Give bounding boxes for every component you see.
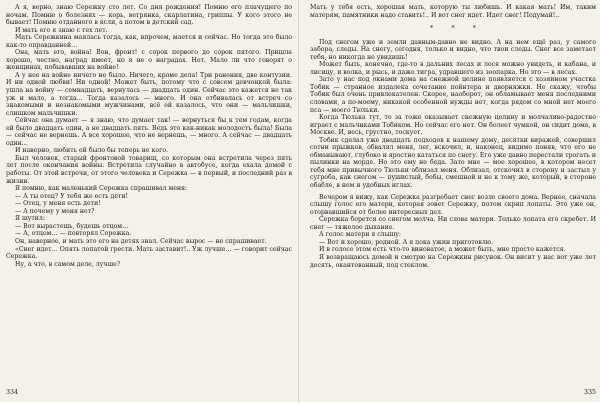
paragraph: И наверно, любить ей было бы теперь не кого. (15, 147, 169, 155)
paragraph: А у нее на войне ничего не было. Ничего, кроме дела! Три ранения, две контузии. И ни одной любви! Ни одной! Может быть, потому что с совсем девчонкой была: ушла на войну — семнадцать, вернулась — двадцать один. Сейчас это кажется не так уж и мало, а тогда… Тогда казалось — много. И она отбивалась от встреч со знакомыми и незнакомыми мужчинами, всё ей казалось, что они — мальчишки, слишком мальчишки. (6, 71, 292, 117)
paragraph: Он, наверное, и мать это его на детях знал. Сейчас вырос — не спрашивает. (15, 237, 267, 245)
left-page (6, 4, 292, 398)
page-gutter (298, 0, 299, 402)
paragraph: Может быть, конечно, где-то в дальних лесах и лося можно увидеть, и кабана, и лисицу, и волка, и рысь, и даже тигра, удравшего из зоопарка. Но это — в лесах. (310, 61, 596, 76)
dialogue-line: — А, отцом… — повторял Сережка. (15, 230, 132, 238)
paragraph: «Снег идет… Опять лопатой грести. Мать заставит!.. Уж лучше… — говорит сейчас Сережка. (6, 245, 292, 261)
right-page-text (310, 4, 596, 269)
paragraph: Я шутил: (15, 215, 45, 223)
dialogue-line: — Вот вырастешь, будешь отцом… (15, 222, 129, 230)
dialogue-line: — Вот и хорошо, родной. А я пока ужин приготовлю. (319, 238, 494, 246)
paragraph: Зато у нас под окнами дома на снежной целине появляется с хозяином участка Тобик — странное издалека сочетание пойнтера и дворняжки. Не скажу, чтобы Тобик был очень привлекателен. Скорее, наоборот, он обламывает меня последними словами, а по-моему, никакой особенной нужды нет, когда рядом со мной нет моего пса — моего Тюльки. (310, 76, 596, 114)
paragraph: Сережка борется со снегом молча. Ни слова матери. Только лопата его скребет. И снег — тяжелое дыхание. (310, 216, 596, 231)
dialogue-line: — Отец, у меня есть дети! (15, 200, 101, 208)
paragraph: Вечером я вижу, как Сережка разгребает снег возле своего дома. Вернее, сначала слышу голос его матери, которая зовет Сережку, потом скрип лопаты. Это уже он, оторвавшийся от более интересных дел. (310, 193, 596, 216)
paragraph: А я, верно, знаю Сережку сто лет. Со дня рождения! Помню его плачущего по ночам. Помню о болезнях — корь, ветрянка, скарлатина, гриппы. У кого этого не бывает! Помню отданного в ясли, а потом в детский сад. (6, 4, 292, 27)
paragraph: Сейчас она думает — я знаю, что думает так! — вернуться бы к тем годам, когда ей было двадцать один, а не двадцать пять. Ведь это как-никак молодость была! Была — сейчас не вернешь. А все хорошее, что не вернешь, — много. А сейчас — двадцать один… (6, 117, 292, 147)
paragraph: Мать Сережкина маялась тогда, как, впрочем, мается и сейчас. Но тогда это было как-то оправданней… (6, 34, 292, 49)
paragraph: Я помню, как маленький Сережка спрашивал меня: (15, 185, 188, 193)
paragraph: Был человек, старый фронтовой товарищ, со которым она встретила через пять лет после окончания войны. Встретила случайно в автобусе, когда ехала домой с работы. От этой встречи, от этого человека и Сережка — в первый, и последний раз в жизни. (6, 154, 292, 185)
paragraph: Ну, а что, в самом деле, лучше? (15, 260, 121, 268)
paragraph: И в голосе этом есть что-то виноватое, а может быть, мне просто кажется. (319, 246, 566, 254)
dialogue-line: — А ты отец? У тебя же есть дети! (15, 192, 129, 200)
left-page-text (6, 4, 292, 268)
page-number: 335 (583, 389, 596, 396)
page-number: 334 (6, 389, 19, 396)
right-page (310, 4, 596, 398)
paragraph: Тобик сделал уже двадцать подходов к нашему дому, десятки виражей, совершил сотни прыжков, обвалял меня, лег, вскочил, и, наконец, видимо поняв, что его не обманывают, глубоко и яростно кататься по снегу. Его уже давно перестали трогать и пылинки на морде. Но это ему не беда. Зато мне — мое хорошее, в котором несет тебя мне привычного Тюльки облизал меня. Облизал, отскочил в сторону и застыл у сугроба, как снегом — пушистый, бобы, смешной и не к тому же, который, в стороне обабле, в нем и удобных иглах. (310, 136, 596, 190)
paragraph: А голос матери я слышу: (319, 231, 402, 239)
paragraph: И мать его я знаю с тех лет. (15, 26, 108, 34)
dialogue-line: — А почему у меня нет? (15, 207, 95, 215)
paragraph: Я возвращаюсь домой и смотрю на Сережкин рисунок. Он висит у нас вот уже лет десять, окантованный, под стеклом. (310, 253, 596, 269)
section-separator: * * * (430, 24, 484, 33)
paragraph: Мать у тебя есть, хорошая мать, которую ты любишь. И какая мать! Им, таким матерям, памятники надо ставить!.. И вот снег идет. Идет снег! Подумай!.. (310, 4, 596, 19)
paragraph: Когда Тюлька тут, то за тоже оказывает снежную целину и молчаливо-радостно играет с мальчиками Тобиком. Но сейчас его нет. Он болеет чумкой, он сидит дома, в Москве. И, весь, грустно, тоскует. (310, 114, 596, 137)
paragraph: Она, мать его, война! Вон, фронт! с сорок первого до сорок пятого. Пришла хорошо, честно, наград имеет, но я не о наградах. Нет. Мало ли что говорят о женщинах, побывавших на войне! (6, 49, 292, 72)
paragraph: Под снегом уже и земли давным-давно не видно. А на нем ещё раз, у самого забора, следы. На снегу, сегодня, только и видно, что твои следы. Снег все заметает тебя, но никогда не увидишь! (310, 38, 596, 61)
